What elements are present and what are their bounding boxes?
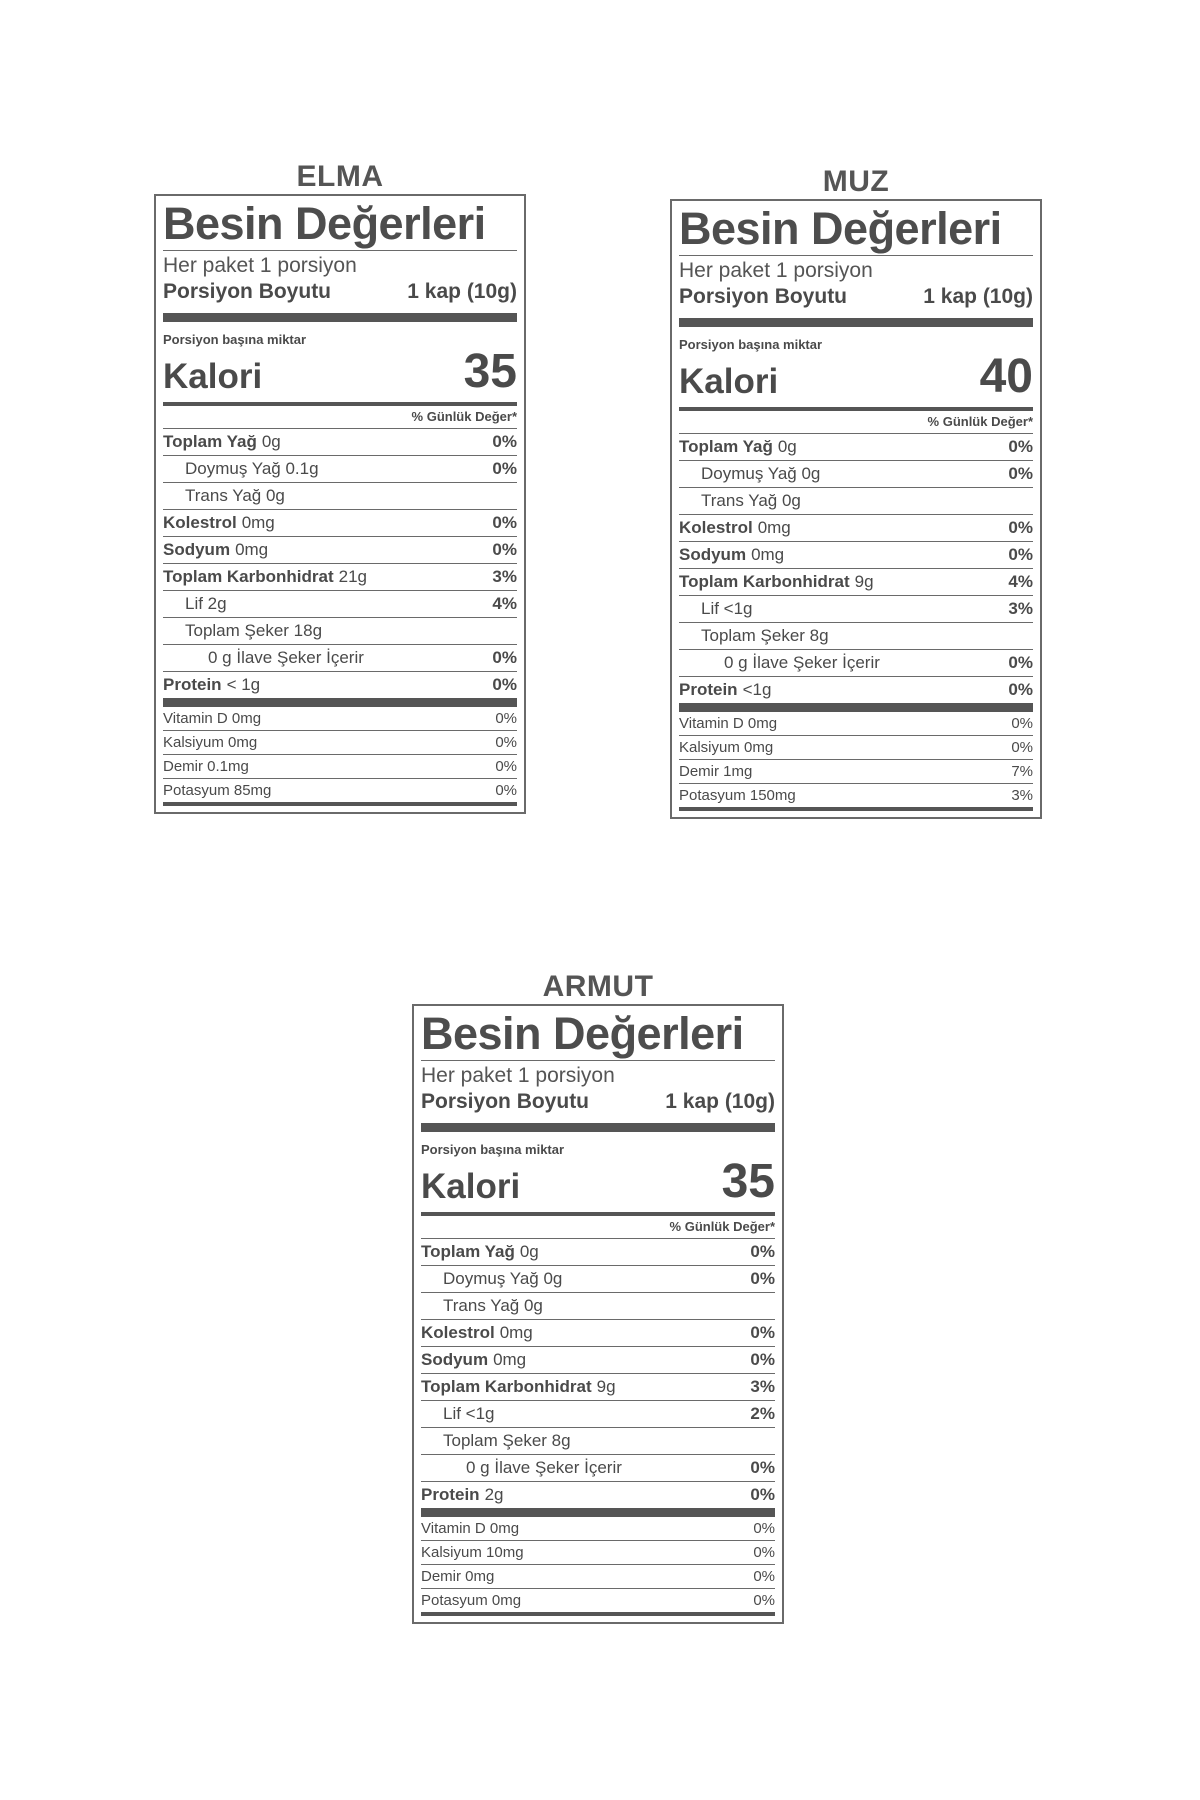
nutrient-row bbox=[421, 1319, 775, 1346]
nutrient-label: Toplam Şeker 8g bbox=[701, 626, 829, 645]
nutrient-daily-value: 0% bbox=[1008, 464, 1033, 483]
daily-value-header: % Günlük Değer* bbox=[411, 409, 517, 424]
serving-size-row bbox=[163, 279, 517, 305]
nutrient-label: Protein bbox=[421, 1485, 480, 1504]
vitamin-daily-value: 0% bbox=[495, 782, 517, 799]
vitamin-row bbox=[421, 1564, 775, 1588]
nutrient-name bbox=[421, 1242, 539, 1262]
nutrient-label: Sodyum bbox=[163, 540, 231, 559]
nutrient-row bbox=[421, 1481, 775, 1508]
nutrient-daily-value: 0% bbox=[492, 648, 517, 667]
vitamin-daily-value: 7% bbox=[1011, 763, 1033, 780]
vitamin-row bbox=[679, 759, 1033, 783]
nutrient-row bbox=[421, 1400, 775, 1427]
nutrient-row bbox=[679, 649, 1033, 676]
nutrient-name bbox=[421, 1404, 500, 1424]
nutrient-label: Trans Yağ 0g bbox=[701, 491, 801, 510]
vitamin-daily-value: 0% bbox=[495, 734, 517, 751]
amount-per-serving: Porsiyon başına miktar bbox=[163, 332, 307, 347]
nutrient-name bbox=[679, 437, 797, 457]
daily-value-header: % Günlük Değer* bbox=[669, 1219, 775, 1234]
nutrient-name bbox=[679, 626, 834, 646]
nutrient-label: Trans Yağ 0g bbox=[443, 1296, 543, 1315]
nutrient-row bbox=[421, 1373, 775, 1400]
vitamin-row bbox=[163, 730, 517, 754]
nutrient-name bbox=[163, 594, 232, 614]
nutrient-label: Sodyum bbox=[679, 545, 747, 564]
vitamin-row bbox=[163, 707, 517, 730]
nutrient-amount: 0mg bbox=[235, 540, 269, 559]
nutrient-row bbox=[163, 455, 517, 482]
nutrient-daily-value: 4% bbox=[1008, 572, 1033, 591]
nutrient-row bbox=[163, 671, 517, 698]
nutrient-daily-value: 0% bbox=[1008, 680, 1033, 699]
daily-value-header: % Günlük Değer* bbox=[927, 414, 1033, 429]
vitamin-row bbox=[421, 1540, 775, 1564]
nutrient-daily-value: 0% bbox=[750, 1323, 775, 1342]
nutrient-amount: 9g bbox=[854, 572, 874, 591]
nutrient-label: Toplam Şeker 18g bbox=[185, 621, 323, 640]
nutrient-amount: 0mg bbox=[751, 545, 785, 564]
nutrient-daily-value: 4% bbox=[492, 594, 517, 613]
nutrient-row bbox=[679, 541, 1033, 568]
nutrient-name bbox=[679, 545, 784, 565]
nutrient-row bbox=[679, 460, 1033, 487]
fruit-title: ELMA bbox=[296, 160, 384, 193]
nutrient-daily-value: 0% bbox=[750, 1242, 775, 1261]
nutrient-row bbox=[163, 590, 517, 617]
nutrient-name bbox=[163, 513, 275, 533]
serving-size-value: 1 kap (10g) bbox=[407, 280, 517, 303]
label-heading: Besin Değerleri bbox=[163, 198, 486, 249]
vitamin-row bbox=[679, 735, 1033, 759]
nutrient-row bbox=[679, 568, 1033, 595]
nutrient-daily-value: 0% bbox=[750, 1458, 775, 1477]
vitamin-daily-value: 0% bbox=[753, 1520, 775, 1537]
nutrient-name bbox=[421, 1377, 616, 1397]
vitamin-daily-value: 0% bbox=[1011, 715, 1033, 732]
nutrient-label: Trans Yağ 0g bbox=[185, 486, 285, 505]
vitamin-name: Demir 0mg bbox=[421, 1568, 495, 1585]
calories-label: Kalori bbox=[421, 1167, 521, 1206]
serving-size-row bbox=[679, 284, 1033, 310]
nutrient-daily-value: 0% bbox=[750, 1485, 775, 1504]
nutrient-name bbox=[163, 648, 369, 668]
calories-value: 35 bbox=[463, 345, 517, 398]
nutrient-name bbox=[421, 1350, 526, 1370]
nutrient-daily-value: 0% bbox=[492, 432, 517, 451]
nutrient-name bbox=[163, 459, 324, 479]
nutrient-name bbox=[679, 680, 771, 700]
calories-row bbox=[421, 1155, 775, 1208]
nutrient-row bbox=[163, 536, 517, 563]
nutrient-daily-value: 0% bbox=[1008, 518, 1033, 537]
nutrient-row bbox=[679, 433, 1033, 460]
servings-per-container: Her paket 1 porsiyon bbox=[679, 259, 873, 282]
vitamin-row bbox=[163, 754, 517, 778]
nutrient-name bbox=[421, 1296, 548, 1316]
nutrient-label: Doymuş Yağ 0g bbox=[443, 1269, 563, 1288]
vitamin-row bbox=[679, 783, 1033, 807]
servings-per-container: Her paket 1 porsiyon bbox=[421, 1064, 615, 1087]
nutrient-daily-value: 0% bbox=[1008, 545, 1033, 564]
nutrient-amount: 21g bbox=[338, 567, 368, 586]
nutrient-row bbox=[163, 617, 517, 644]
nutrient-row bbox=[163, 428, 517, 455]
nutrient-name bbox=[421, 1485, 503, 1505]
nutrient-amount: < 1g bbox=[226, 675, 261, 694]
nutrient-amount: 0mg bbox=[241, 513, 275, 532]
nutrient-name bbox=[679, 464, 825, 484]
calories-row bbox=[679, 350, 1033, 403]
nutrient-label: Toplam Yağ bbox=[163, 432, 257, 451]
nutrient-label: Toplam Yağ bbox=[679, 437, 773, 456]
nutrient-label: 0 g İlave Şeker İçerir bbox=[466, 1458, 622, 1477]
nutrient-name bbox=[421, 1269, 567, 1289]
nutrient-daily-value: 0% bbox=[492, 513, 517, 532]
nutrition-panel-elma bbox=[154, 160, 526, 814]
nutrient-label: Doymuş Yağ 0g bbox=[701, 464, 821, 483]
nutrient-name bbox=[679, 518, 791, 538]
nutrient-amount: 0g bbox=[519, 1242, 539, 1261]
nutrient-row bbox=[679, 676, 1033, 703]
amount-per-serving: Porsiyon başına miktar bbox=[421, 1142, 565, 1157]
nutrient-daily-value: 0% bbox=[492, 540, 517, 559]
amount-per-serving: Porsiyon başına miktar bbox=[679, 337, 823, 352]
nutrient-row bbox=[421, 1454, 775, 1481]
nutrient-daily-value: 0% bbox=[492, 459, 517, 478]
vitamin-name: Potasyum 85mg bbox=[163, 782, 272, 799]
nutrient-label: Toplam Karbonhidrat bbox=[163, 567, 334, 586]
nutrient-row bbox=[421, 1292, 775, 1319]
vitamin-daily-value: 0% bbox=[753, 1544, 775, 1561]
vitamin-name: Vitamin D 0mg bbox=[421, 1520, 520, 1537]
vitamin-daily-value: 0% bbox=[1011, 739, 1033, 756]
nutrient-label: Sodyum bbox=[421, 1350, 489, 1369]
nutrient-row bbox=[679, 514, 1033, 541]
calories-row bbox=[163, 345, 517, 398]
vitamin-name: Vitamin D 0mg bbox=[679, 715, 778, 732]
nutrition-panel-muz bbox=[670, 165, 1042, 819]
nutrient-label: Toplam Şeker 8g bbox=[443, 1431, 571, 1450]
nutrient-row bbox=[421, 1238, 775, 1265]
vitamin-name: Kalsiyum 0mg bbox=[679, 739, 774, 756]
nutrient-daily-value: 3% bbox=[750, 1377, 775, 1396]
fruit-title: MUZ bbox=[822, 165, 890, 198]
vitamin-daily-value: 0% bbox=[495, 710, 517, 727]
nutrient-row bbox=[421, 1265, 775, 1292]
calories-value: 35 bbox=[721, 1155, 775, 1208]
nutrient-name bbox=[163, 675, 260, 695]
vitamin-daily-value: 3% bbox=[1011, 787, 1033, 804]
nutrient-amount: 0g bbox=[261, 432, 281, 451]
calories-label: Kalori bbox=[163, 357, 263, 396]
nutrient-amount: 9g bbox=[596, 1377, 616, 1396]
nutrient-name bbox=[163, 621, 327, 641]
nutrient-row bbox=[421, 1427, 775, 1454]
serving-size-label: Porsiyon Boyutu bbox=[163, 280, 332, 303]
nutrient-label: Kolestrol bbox=[679, 518, 753, 537]
nutrient-label: Protein bbox=[679, 680, 738, 699]
nutrient-row bbox=[679, 622, 1033, 649]
vitamin-name: Demir 1mg bbox=[679, 763, 753, 780]
nutrition-label bbox=[412, 1004, 784, 1624]
nutrient-row bbox=[163, 482, 517, 509]
vitamin-name: Vitamin D 0mg bbox=[163, 710, 262, 727]
nutrient-row bbox=[421, 1346, 775, 1373]
vitamin-row bbox=[163, 778, 517, 802]
nutrient-label: Protein bbox=[163, 675, 222, 694]
nutrient-name bbox=[679, 599, 758, 619]
nutrient-amount: 0g bbox=[777, 437, 797, 456]
nutrient-amount: 2g bbox=[484, 1485, 504, 1504]
nutrition-panel-armut bbox=[412, 970, 784, 1624]
nutrient-name bbox=[163, 486, 290, 506]
nutrient-label: Doymuş Yağ 0.1g bbox=[185, 459, 319, 478]
vitamin-daily-value: 0% bbox=[753, 1568, 775, 1585]
nutrition-label bbox=[670, 199, 1042, 819]
vitamin-name: Potasyum 150mg bbox=[679, 787, 796, 804]
nutrient-amount: 0mg bbox=[493, 1350, 527, 1369]
nutrient-daily-value: 0% bbox=[1008, 653, 1033, 672]
nutrient-name bbox=[679, 653, 885, 673]
nutrient-name bbox=[679, 491, 806, 511]
nutrient-row bbox=[163, 509, 517, 536]
serving-size-label: Porsiyon Boyutu bbox=[421, 1090, 590, 1113]
nutrient-daily-value: 0% bbox=[1008, 437, 1033, 456]
vitamin-row bbox=[679, 712, 1033, 735]
nutrient-label: Kolestrol bbox=[421, 1323, 495, 1342]
fruit-title: ARMUT bbox=[542, 970, 654, 1003]
nutrient-row bbox=[679, 487, 1033, 514]
label-heading: Besin Değerleri bbox=[679, 203, 1002, 254]
nutrient-name bbox=[679, 572, 874, 592]
nutrient-label: Toplam Karbonhidrat bbox=[679, 572, 850, 591]
nutrient-amount: 0mg bbox=[757, 518, 791, 537]
nutrient-row bbox=[163, 563, 517, 590]
serving-size-label: Porsiyon Boyutu bbox=[679, 285, 848, 308]
vitamin-daily-value: 0% bbox=[495, 758, 517, 775]
nutrient-daily-value: 2% bbox=[750, 1404, 775, 1423]
nutrient-daily-value: 0% bbox=[750, 1350, 775, 1369]
calories-label: Kalori bbox=[679, 362, 779, 401]
nutrient-name bbox=[163, 432, 281, 452]
nutrient-name bbox=[421, 1458, 627, 1478]
nutrient-label: 0 g İlave Şeker İçerir bbox=[208, 648, 364, 667]
nutrient-row bbox=[163, 644, 517, 671]
nutrient-daily-value: 3% bbox=[1008, 599, 1033, 618]
nutrient-name bbox=[421, 1323, 533, 1343]
label-heading: Besin Değerleri bbox=[421, 1008, 744, 1059]
nutrient-amount: 0mg bbox=[499, 1323, 533, 1342]
nutrient-name bbox=[421, 1431, 576, 1451]
nutrient-name bbox=[163, 540, 268, 560]
nutrient-label: 0 g İlave Şeker İçerir bbox=[724, 653, 880, 672]
nutrient-daily-value: 0% bbox=[492, 675, 517, 694]
vitamin-row bbox=[421, 1588, 775, 1612]
serving-size-row bbox=[421, 1089, 775, 1115]
serving-size-value: 1 kap (10g) bbox=[923, 285, 1033, 308]
nutrient-amount: <1g bbox=[742, 680, 772, 699]
calories-value: 40 bbox=[979, 350, 1033, 403]
nutrient-label: Lif <1g bbox=[443, 1404, 495, 1423]
nutrient-label: Toplam Karbonhidrat bbox=[421, 1377, 592, 1396]
nutrient-name bbox=[163, 567, 367, 587]
vitamin-name: Kalsiyum 0mg bbox=[163, 734, 258, 751]
vitamin-daily-value: 0% bbox=[753, 1592, 775, 1609]
nutrient-daily-value: 3% bbox=[492, 567, 517, 586]
servings-per-container: Her paket 1 porsiyon bbox=[163, 254, 357, 277]
nutrient-row bbox=[679, 595, 1033, 622]
nutrient-label: Kolestrol bbox=[163, 513, 237, 532]
nutrition-label bbox=[154, 194, 526, 814]
nutrient-label: Lif 2g bbox=[185, 594, 227, 613]
vitamin-name: Kalsiyum 10mg bbox=[421, 1544, 524, 1561]
vitamin-name: Potasyum 0mg bbox=[421, 1592, 522, 1609]
serving-size-value: 1 kap (10g) bbox=[665, 1090, 775, 1113]
nutrient-label: Lif <1g bbox=[701, 599, 753, 618]
nutrient-label: Toplam Yağ bbox=[421, 1242, 515, 1261]
vitamin-name: Demir 0.1mg bbox=[163, 758, 249, 775]
vitamin-row bbox=[421, 1517, 775, 1540]
nutrient-daily-value: 0% bbox=[750, 1269, 775, 1288]
